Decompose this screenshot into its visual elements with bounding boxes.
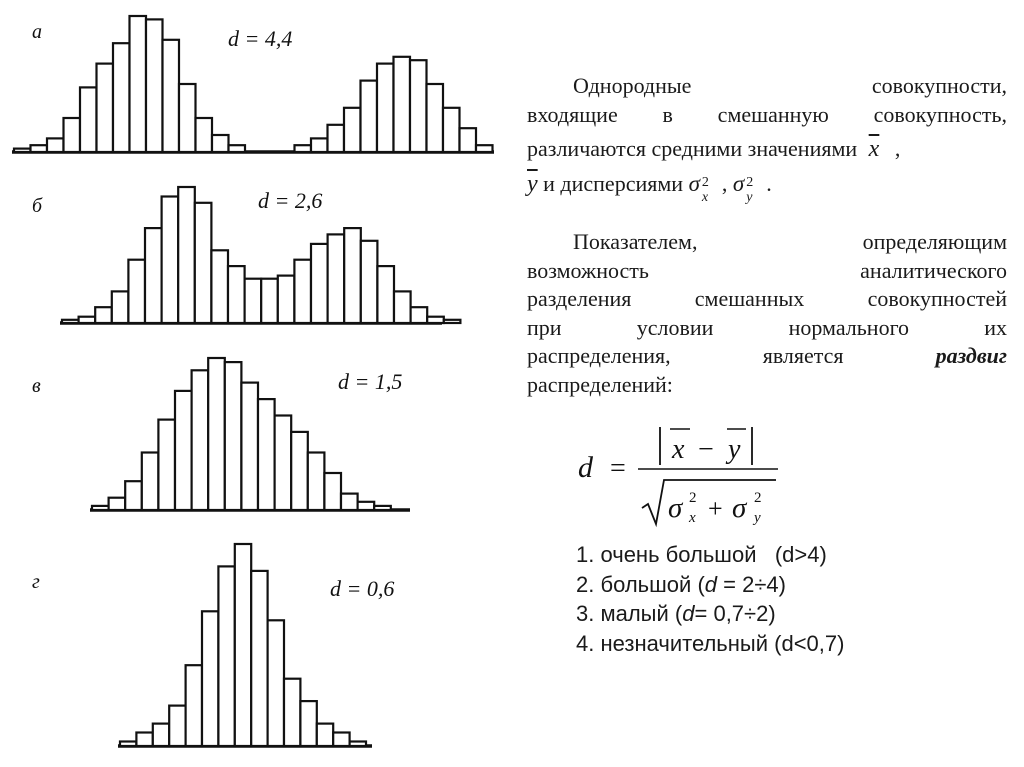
p2-line4-d: их — [984, 314, 1008, 340]
histogram-b-bar — [361, 241, 378, 323]
panel-label-a: а — [32, 21, 42, 43]
p1-sep: , — [721, 170, 728, 196]
panel-label-d: г — [32, 571, 40, 593]
histogram-a-bar — [97, 64, 114, 152]
histogram-b-bar — [95, 307, 112, 323]
histogram-d-bar — [202, 611, 218, 746]
formula-num-x: x — [672, 434, 685, 465]
histogram-a-bar — [295, 145, 312, 152]
histogram-a-bar — [64, 118, 81, 152]
term-razdvig: раздвиг — [935, 343, 1008, 368]
histogram-c-bar — [341, 494, 358, 510]
histogram-d-bar — [284, 679, 300, 746]
level-3-label: малый — [600, 601, 669, 626]
histogram-b-bar — [411, 307, 428, 323]
p2-line1-b: определяющим — [862, 229, 1007, 254]
divergence-formula — [576, 420, 806, 530]
histogram-a-bar — [113, 43, 130, 152]
histogram-b-bar — [444, 320, 461, 323]
formula-eq: = — [610, 453, 626, 484]
histogram-c — [32, 358, 410, 510]
formula-num-y: y — [728, 434, 741, 465]
histogram-d-bar — [350, 742, 366, 747]
histogram-c-bar — [374, 506, 391, 510]
y-mean-symbol: $\overline{y}$ — [527, 170, 538, 197]
histogram-d-bar — [186, 665, 202, 746]
histogram-a-bar — [229, 145, 246, 152]
p1-line4: и дисперсиями — [543, 170, 684, 196]
histogram-a-bar — [443, 108, 460, 152]
histogram-d-bar — [300, 701, 316, 746]
sigma-y-sub: y — [746, 190, 753, 206]
p1-line1-a: Однородные — [573, 73, 692, 98]
p1-line1-b: совокупности, — [871, 73, 1007, 98]
formula-sigma-x-sup: 2 — [689, 490, 697, 506]
p2-line3: разделения смешанных совокупностей — [527, 286, 1007, 311]
histogram-c-bar — [291, 432, 308, 510]
histogram-b-bar — [294, 260, 311, 323]
histogram-c-bar — [258, 399, 275, 510]
annotation-c: d = 1,5 — [338, 369, 403, 394]
histogram-d-bar — [317, 724, 333, 746]
sigma-y-sup: 2 — [746, 175, 754, 191]
histogram-b-bar — [112, 291, 129, 323]
level-2-num: 2. — [576, 571, 595, 597]
p2-line2-b: аналитического — [860, 257, 1007, 283]
histogram-b-bar — [79, 317, 96, 323]
level-item-1 — [576, 540, 844, 570]
histogram-c-bar — [125, 481, 142, 510]
panel-label-b: б — [32, 195, 43, 217]
histogram-c-bar — [308, 453, 325, 511]
divergence-levels-list — [576, 540, 844, 658]
level-2-cond-d: d — [704, 571, 718, 597]
p2-line2-a: возможность — [527, 257, 649, 283]
level-2-cond-open: ( — [697, 571, 705, 597]
histogram-b-bar — [145, 228, 162, 323]
level-4-label: незначительный — [600, 630, 769, 656]
histogram-b-bar — [162, 197, 179, 324]
histogram-a-bar — [427, 84, 444, 152]
histogram-c-bar — [241, 383, 258, 510]
histogram-b-bar — [278, 276, 295, 323]
level-2-cond-range: = 2÷4) — [717, 571, 786, 597]
level-3-num: 3. — [576, 601, 595, 626]
histogram-a-bar — [47, 138, 64, 152]
histogram-d-bar — [136, 733, 152, 747]
histogram-a — [12, 16, 494, 152]
formula-sigma-y-sup: 2 — [754, 490, 762, 506]
formula-sigma-x: σ — [668, 492, 683, 524]
histogram-a-bar — [361, 81, 378, 152]
level-1-label: очень большой — [600, 542, 757, 567]
histogram-c-bar — [158, 420, 175, 510]
histogram-a-bar — [344, 108, 361, 152]
histogram-c-bar — [92, 506, 109, 510]
annotation-a: d = 4,4 — [228, 26, 293, 51]
x-mean-symbol: $\overline{x}$ — [868, 136, 880, 162]
histogram-b-bar — [427, 317, 444, 323]
formula-minus: − — [698, 434, 714, 465]
p2-line6: распределений: — [527, 371, 673, 397]
histogram-b-bar — [195, 203, 212, 323]
sigma-x-sup: 2 — [701, 175, 709, 191]
histogram-a-bar — [146, 19, 163, 152]
formula-sigma-y: σ — [732, 492, 747, 524]
p2-line4-a: при — [527, 314, 562, 340]
histogram-d — [32, 544, 394, 746]
panel-label-c: в — [32, 375, 41, 397]
p2-line1-a: Показателем, — [573, 229, 698, 254]
annotation-b: d = 2,6 — [258, 188, 323, 213]
level-item-4 — [576, 629, 844, 659]
histogram-c-bar — [208, 358, 225, 510]
histogram-c-bar — [324, 473, 341, 510]
formula-plus: + — [708, 494, 723, 523]
histogram-b-bar — [377, 266, 394, 323]
histogram-a-bar — [476, 145, 493, 152]
histogram-b-bar — [62, 320, 79, 323]
histogram-d-bar — [120, 742, 136, 747]
histogram-c-bar — [275, 416, 292, 511]
p1-line3: различаются средними значениями — [527, 136, 858, 161]
histogram-c-bar — [192, 370, 209, 510]
annotation-d: d = 0,6 — [330, 576, 395, 601]
histogram-a-bar — [163, 40, 180, 152]
histogram-a-bar — [196, 118, 213, 152]
histogram-d-bar — [235, 544, 251, 746]
p2-line4-c: нормального — [788, 314, 910, 340]
histogram-d-bar — [251, 571, 267, 746]
formula-sigma-y-sub: y — [754, 510, 761, 526]
histogram-d-bar — [333, 733, 349, 747]
level-1-cond: (d>4) — [774, 542, 827, 567]
level-item-3 — [576, 599, 844, 629]
level-3-cond-open: ( — [674, 601, 683, 626]
formula-sigma-x-sub: x — [689, 510, 696, 526]
histogram-b-bar — [261, 279, 278, 323]
p2-line5-b: является — [762, 343, 844, 368]
histogram-c-bar — [142, 453, 159, 511]
histogram-a-bar — [130, 16, 147, 152]
histogram-b-bar — [394, 291, 411, 323]
histogram-b-bar — [128, 260, 145, 323]
histogram-a-bar — [311, 138, 328, 152]
p2-line5-a: распределения, — [527, 343, 671, 368]
histogram-b-bar — [344, 228, 361, 323]
histogram-b-bar — [311, 244, 328, 323]
histogram-a-bar — [212, 135, 229, 152]
sigma-x-symbol: σ — [688, 170, 700, 196]
histogram-a-bar — [460, 128, 477, 152]
sigma-x-sub: x — [701, 190, 709, 206]
level-4-num: 4. — [576, 630, 595, 656]
histogram-a-bar — [328, 125, 345, 152]
histogram-d-bar — [268, 620, 284, 746]
histogram-a-bar — [31, 145, 48, 152]
level-item-2 — [576, 570, 844, 600]
histogram-a-bar — [377, 64, 394, 152]
histogram-c-bar — [358, 502, 375, 510]
level-4-cond: (d<0,7) — [774, 630, 845, 656]
formula-lhs: d — [578, 451, 593, 484]
paragraph-means-variances — [527, 72, 1007, 206]
histogram-a-bar — [410, 60, 427, 152]
histogram-c-bar — [175, 391, 192, 510]
histogram-b-bar — [178, 187, 195, 323]
p1-comma: , — [894, 136, 901, 161]
level-3-cond-range: = 0,7÷2) — [694, 601, 776, 626]
histogram-a-bar — [80, 87, 97, 152]
paragraph-divergence — [527, 228, 1007, 399]
level-3-cond-d: d — [682, 601, 695, 626]
p2-line4-b: условии — [636, 314, 714, 340]
p1-end: . — [766, 170, 772, 196]
histogram-b-bar — [328, 234, 345, 323]
histogram-d-bar — [153, 724, 169, 746]
histogram-d-bar — [218, 566, 234, 746]
histogram-a-bar — [179, 84, 196, 152]
histogram-b-bar — [211, 250, 228, 323]
level-1-num: 1. — [576, 542, 595, 567]
histogram-c-bar — [225, 362, 242, 510]
histogram-b-bar — [245, 279, 262, 323]
p1-line2: входящие в смешанную совокупность, — [527, 101, 1007, 127]
histogram-c-bar — [109, 498, 126, 510]
histogram-b-bar — [228, 266, 245, 323]
histogram-b — [32, 187, 460, 323]
histogram-d-bar — [169, 706, 185, 746]
sigma-y-symbol: σ — [732, 170, 745, 196]
histogram-a-bar — [394, 57, 411, 152]
histogram-a-bar — [14, 149, 31, 152]
level-2-label: большой — [600, 571, 692, 597]
